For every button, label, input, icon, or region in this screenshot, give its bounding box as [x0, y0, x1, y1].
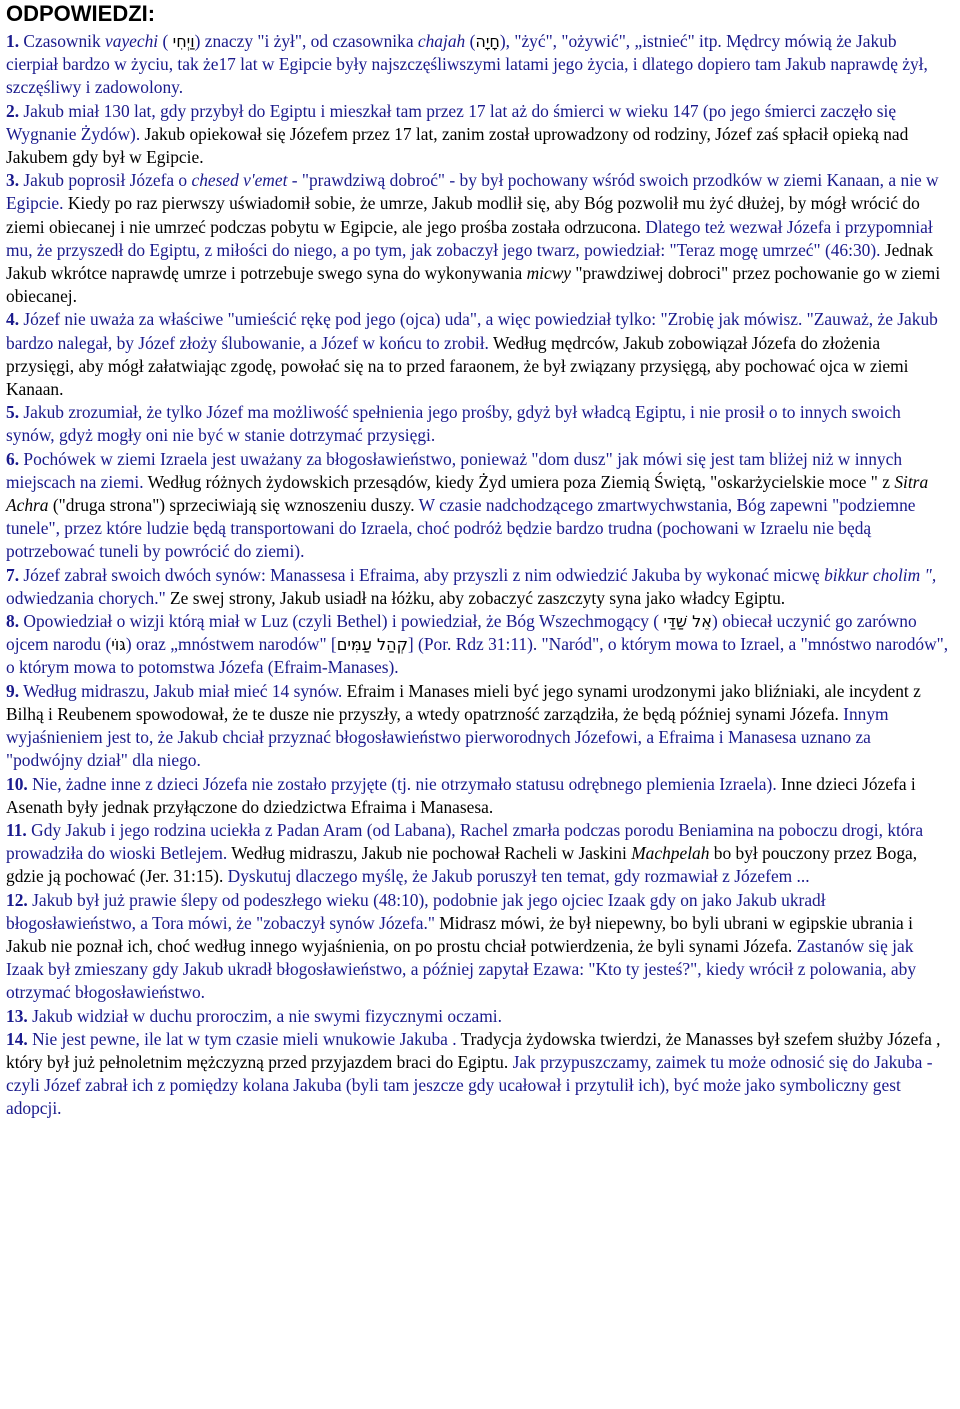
answer-text: chesed v'emet — [191, 170, 288, 191]
answer-text: "prawdziwej dobroci" przez pochowanie go w ziemi obiecanej. — [6, 263, 941, 307]
answer-text: Jakub zrozumiał, że tylko Józef ma możliwość spełnienia jego prośby, gdyż był władcą Egiptu, i nie prosił o to innych swoich synów, gdyż mogły oni nie być w stanie dotrzymać przysięgi. — [6, 402, 901, 446]
answer-text: Sitra Achra — [6, 471, 929, 516]
answer-number: 5. — [6, 402, 20, 423]
answer-text: bo był pouczony przez Boga, gdzie ją pochować (Jer. 31:15). — [6, 843, 918, 887]
answer-text: Midrasz mówi, że był niepewny, bo byli ubrani w egipskie ubrania i Jakub nie poznał ich, choć według innego wyjaśnienia, on po prostu chciał potwierdzenia, że byli synami Józefa. — [6, 912, 913, 956]
answer-text: W czasie nadchodzącego zmartwychwstania, Bóg zapewni "podziemne tunele", przez które ludzie będą transportowani do Izraela, choć podróż będzie bardzo trudna (pochowani w Izraelu nie będą potrzebować tuneli by powrócić do ziemi). — [6, 495, 916, 562]
answer-text: Jednak Jakub wkrótce naprawdę umrze i potrzebuje swego syna do wykonywania — [6, 239, 934, 284]
answer-text: ), "żyć", "ożywić", „istnieć" itp. Mędrcy mówią że Jakub cierpiał bardzo w życiu, tak że17 lat w Egipcie były najszczęśliwszymi latami jego życia, i dlatego dopiero tam Jakub naprawdę żył, szczęśliwy i zadowolony. — [6, 31, 928, 98]
answer-2 — [6, 100, 950, 170]
answer-text: Jakub był już prawie ślepy od podeszłego wieku (48:10), podobnie jak jego ojciec Izaak gdy on jako Jakub ukradł błogosławieństwo, a Tora mówi, że "zobaczył synów Józefa." — [6, 889, 826, 933]
answer-text: - "prawdziwą dobroć" - by był pochowany wśród swoich przodków w ziemi Kanaan, a nie w Egipcie. — [6, 170, 939, 214]
answer-6 — [6, 448, 950, 564]
answer-text: micwy — [526, 263, 572, 284]
hebrew-term: קְהַל עַמִּים — [336, 635, 408, 655]
answer-text: Według różnych żydowskich przesądów, kiedy Żyd umiera poza Ziemią Świętą, "oskarżycielskie moce " z — [147, 471, 895, 492]
answer-number: 6. — [6, 448, 20, 469]
answer-14 — [6, 1028, 950, 1121]
answer-8 — [6, 610, 950, 680]
answer-text: ( — [465, 31, 476, 51]
answer-text: Tradycja żydowska twierdzi, że Manasses był szefem służby Józefa , który był już pełnoletnim mężczyzną przed przyjazdem braci do Egiptu. — [6, 1028, 941, 1072]
answer-text: ("druga strona") sprzeciwiają się wznoszeniu duszy. — [48, 495, 419, 516]
hebrew-term: אֵל שַׁדַּי — [663, 612, 712, 632]
answer-text: odwiedzania chorych." — [6, 587, 171, 608]
answer-7 — [6, 564, 950, 610]
answer-text: Jak przypuszczamy, zaimek tu może odnosić się do Jakuba - czyli Józef zabrał ich z pomiędzy kolana Jakuba (byli tam jeszcze gdy ucałował i przytulił ich), być może jako symboliczny gest adopcji. — [6, 1051, 933, 1119]
answer-1 — [6, 30, 950, 100]
answer-text: Według mędrców, Jakub zobowiązał Józefa do złożenia przysięgi, aby mógł załatwiając zgodę, powołać się na to przed faraonem, że był związany przysięgą, aby pochować ojca w ziemi Kanaan. — [6, 332, 909, 400]
answer-number: 7. — [6, 564, 20, 585]
answer-13 — [6, 1005, 950, 1028]
answer-text: Zastanów się jak Izaak był zmieszany gdy Jakub ukradł błogosławieństwo, a później zapytał Ezawa: "Kto ty jesteś?", kiedy wrócił z polowania, aby otrzymać błogosławieństwo. — [6, 935, 917, 1003]
answers-list — [6, 30, 950, 1121]
answer-text: Jakub opiekował się Józefem przez 17 lat, zanim został uprowadzony od rodziny, Józef zaś spłacił opieką nad Jakubem gdy był w Egipcie. — [6, 123, 909, 168]
answer-number: 8. — [6, 611, 20, 632]
answer-text: Inne dzieci Józefa i Asenath były jednak przyłączone do dziedzictwa Efraima i Manasesa. — [6, 773, 916, 817]
answer-text: Ze swej strony, Jakub usiadł na łóżku, aby zobaczyć zaszczyty syna jako władcy Egiptu. — [170, 587, 786, 608]
hebrew-term: חָיָה — [475, 32, 500, 51]
answer-number: 2. — [6, 100, 20, 121]
answer-number: 4. — [6, 309, 20, 330]
answer-text: Gdy Jakub i jego rodzina uciekła z Padan Aram (od Labana), Rachel zmarła podczas porodu Beniamina na poboczu drogi, która prowadziła do wioski Betlejem. — [6, 819, 924, 864]
answer-number: 9. — [6, 680, 20, 701]
answer-text: Jakub poprosił Józefa o — [19, 170, 192, 191]
answer-number: 11. — [6, 819, 27, 840]
page-title: ODPOWIEDZI: — [6, 1, 156, 26]
answer-11 — [6, 819, 950, 889]
answer-text: vayechi — [105, 31, 159, 51]
answer-10 — [6, 773, 950, 819]
answer-text: Dyskutuj dlaczego myślę, że Jakub poruszył ten temat, gdy rozmawiał z Józefem ... — [227, 866, 810, 887]
answer-text: ) oraz „mnóstwem narodów" [ — [125, 634, 337, 655]
answer-text: Nie, żadne inne z dzieci Józefa nie zostało przyjęte (tj. nie otrzymało statusu odrębnego plemienia Izraela). — [27, 773, 782, 794]
answer-9 — [6, 680, 950, 773]
answer-4 — [6, 308, 950, 401]
answer-text: Jakub widział w duchu proroczim, a nie swymi fizycznymi oczami. — [27, 1005, 502, 1026]
answer-text: ) obiecał uczynić go zarówno ojcem narodu ( — [6, 611, 917, 655]
answer-text: chajah — [417, 31, 466, 51]
answer-12 — [6, 889, 950, 1005]
answer-text: ( — [158, 31, 173, 51]
answer-number: 10. — [6, 773, 28, 794]
answer-text: Machpelah — [631, 843, 710, 864]
answer-text: Józef nie uważa za właściwe "umieścić rękę pod jego (ojca) uda", a więc powiedział tylko: "Zrobię jak mówisz. "Zauważ, że Jakub bardzo nalegał, by Józef złoży ślubowanie, a Józef w końcu to zrobił. — [6, 309, 938, 353]
answer-text: Pochówek w ziemi Izraela jest uważany za błogosławieństwo, ponieważ "dom dusz" jak mówi się jest tam bliżej niż w innych miejscach na ziemi. — [6, 448, 903, 492]
answer-text: Jakub miał 130 lat, gdy przybył do Egiptu i mieszkał tam przez 17 lat aż do śmierci w wieku 147 (po jego śmierci zaczęło się Wygnanie Żydów). — [6, 100, 897, 144]
answer-5 — [6, 401, 950, 447]
answer-text: bikkur cholim ", — [824, 564, 937, 585]
answer-text: ] (Por. Rdz 31:11). "Naród", o którym mowa to Izrael, a "mnóstwo narodów", o którym mowa to potomstwa Józefa (Efraim-Manases). — [6, 634, 949, 678]
answer-text: Według midraszu, Jakub nie pochował Racheli w Jaskini — [231, 843, 632, 864]
answer-text: Innym wyjaśnieniem jest to, że Jakub chciał przyznać błogosławieństwo pierworodnych Józefowi, a Efraima i Manasesa uznano za "podwójny dział" dla niego. — [6, 703, 889, 771]
answer-text: Efraim i Manases mieli być jego synami urodzonymi jako bliźniaki, ale incydent z Bilhą i Reubenem spowodował, że te dusze nie przyszły, a wtedy opatrzność zarządziła, że będą później synami Józefa. — [6, 680, 921, 724]
answer-text: Józef zabrał swoich dwóch synów: Manassesa i Efraima, aby przyszli z nim odwiedzić Jakuba by wykonać micwę — [19, 564, 825, 585]
answer-number: 14. — [6, 1028, 28, 1049]
answer-text: Kiedy po raz pierwszy uświadomił sobie, że umrze, Jakub modlił się, aby Bóg pozwolił mu żyć dłużej, by mógł wrócić do ziemi obiecanej i nie umrzeć podczas pobytu w Egipcie, ale jego prośba została odrzucona. — [6, 193, 920, 237]
answer-3 — [6, 169, 950, 308]
answer-number: 3. — [6, 170, 20, 191]
answer-number: 12. — [6, 889, 28, 910]
hebrew-term: וַיְחִי — [172, 32, 195, 51]
answer-text: ) znaczy "i żył", od czasownika — [194, 31, 418, 51]
answer-text: Czasownik — [19, 31, 106, 51]
answer-text: Według midraszu, Jakub miał mieć 14 synów. — [19, 680, 347, 701]
answer-text: Nie jest pewne, ile lat w tym czasie mieli wnukowie Jakuba . — [27, 1028, 461, 1049]
hebrew-term: גּוֹי — [111, 635, 126, 655]
answer-number: 13. — [6, 1005, 28, 1026]
answer-text: Dlatego też wezwał Józefa i przypomniał mu, że przyszedł do Egiptu, z miłości do niego, a po tym, jak zobaczył jego twarz, powiedział: "Teraz mogę umrzeć" (46:30). — [6, 216, 933, 260]
answer-text: Opowiedział o wizji którą miał w Luz (czyli Bethel) i powiedział, że Bóg Wszechmogący ( — [19, 611, 664, 632]
answer-number: 1. — [6, 31, 20, 51]
